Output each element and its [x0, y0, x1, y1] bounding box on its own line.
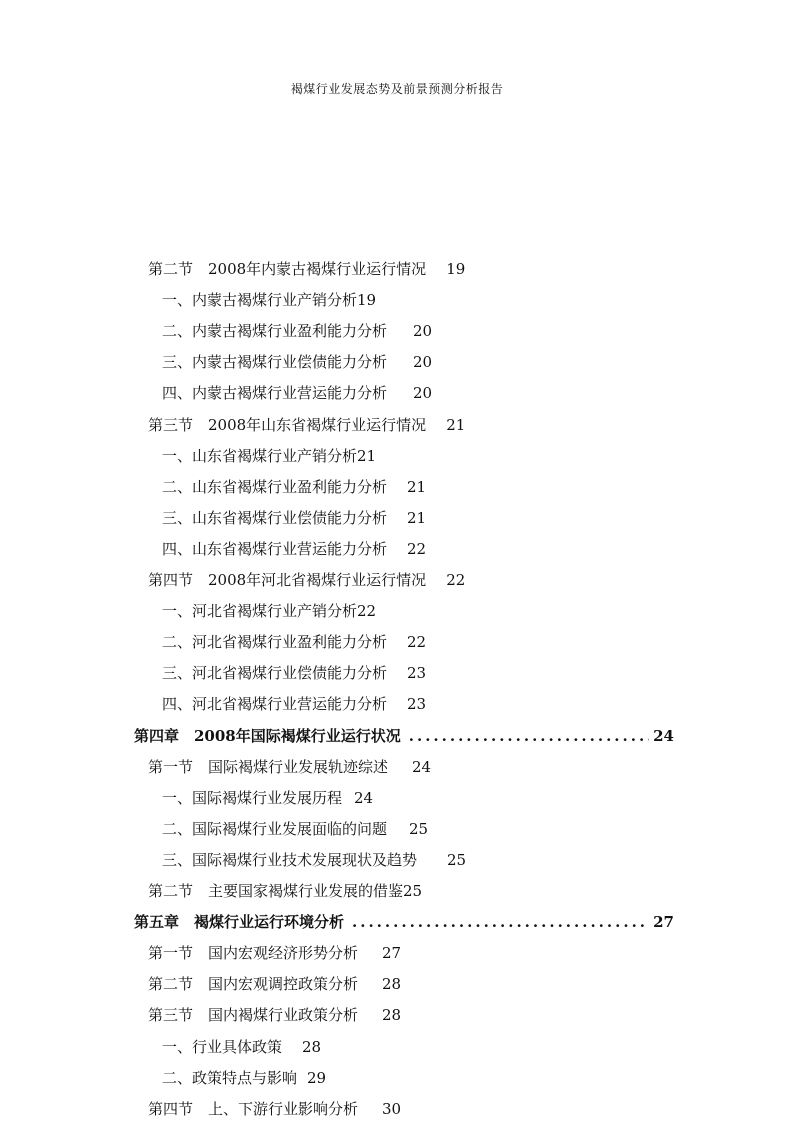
toc-entry-label: 第二节 国内宏观调控政策分析 [148, 975, 359, 993]
toc-chapter-label: 第五章 褐煤行业运行环境分析 [134, 913, 345, 931]
toc-page-number: 21 [407, 478, 427, 496]
toc-entry-label: 三、内蒙古褐煤行业偿债能力分析 [162, 353, 388, 371]
toc-entry-label: 二、国际褐煤行业发展面临的问题 [162, 820, 388, 838]
toc-entry-label: 二、政策特点与影响 [162, 1069, 298, 1087]
toc-page-number: 25 [447, 851, 467, 869]
toc-chapter-entry[interactable] [134, 911, 674, 933]
toc-entry-label: 第四节 上、下游行业影响分析 [148, 1100, 359, 1118]
toc-subsection-entry[interactable] [162, 1067, 326, 1089]
toc-entry-label: 二、山东省褐煤行业盈利能力分析 [162, 478, 388, 496]
toc-entry-label: 第三节 2008年山东省褐煤行业运行情况 [148, 416, 427, 434]
toc-subsection-entry[interactable] [162, 320, 432, 342]
toc-page-number: 27 [382, 944, 402, 962]
toc-entry-label: 四、内蒙古褐煤行业营运能力分析 [162, 384, 388, 402]
toc-entry-label: 三、山东省褐煤行业偿债能力分析 [162, 509, 388, 527]
toc-page-number: 28 [302, 1038, 322, 1056]
toc-section-entry[interactable] [148, 1098, 401, 1120]
toc-subsection-entry[interactable] [162, 507, 426, 529]
toc-page-number: 19 [357, 291, 377, 309]
toc-entry-label: 四、河北省褐煤行业营运能力分析 [162, 695, 388, 713]
toc-entry-label: 三、河北省褐煤行业偿债能力分析 [162, 664, 388, 682]
toc-entry-label: 一、国际褐煤行业发展历程 [162, 789, 343, 807]
toc-page-number: 23 [407, 664, 427, 682]
toc-page-number: 29 [307, 1069, 327, 1087]
toc-subsection-entry[interactable] [162, 662, 426, 684]
toc-leader-dots [352, 911, 649, 933]
toc-entry-label: 二、内蒙古褐煤行业盈利能力分析 [162, 322, 388, 340]
toc-page-number: 22 [357, 602, 377, 620]
toc-section-entry[interactable] [148, 973, 401, 995]
toc-subsection-entry[interactable] [162, 693, 426, 715]
toc-entry-label: 第一节 国内宏观经济形势分析 [148, 944, 359, 962]
toc-chapter-label: 第四章 2008年国际褐煤行业运行状况 [134, 727, 401, 745]
toc-subsection-entry[interactable] [162, 476, 426, 498]
toc-subsection-entry[interactable] [162, 351, 432, 373]
toc-page-number: 19 [446, 260, 466, 278]
toc-section-entry[interactable] [148, 942, 401, 964]
toc-page-number: 20 [413, 353, 433, 371]
toc-page-number: 21 [446, 416, 466, 434]
toc-entry-label: 三、国际褐煤行业技术发展现状及趋势 [162, 851, 418, 869]
toc-subsection-entry[interactable] [162, 849, 466, 871]
toc-chapter-entry[interactable] [134, 725, 674, 747]
toc-entry-label: 第二节 主要国家褐煤行业发展的借鉴 [148, 882, 404, 900]
toc-entry-label: 一、行业具体政策 [162, 1038, 283, 1056]
toc-page-number: 22 [407, 540, 427, 558]
toc-page-number: 20 [413, 384, 433, 402]
toc-page-number: 20 [413, 322, 433, 340]
toc-page-number: 21 [407, 509, 427, 527]
toc-page-number: 24 [412, 758, 432, 776]
toc-subsection-entry[interactable] [162, 1036, 321, 1058]
toc-page-number: 25 [403, 882, 423, 900]
toc-leader-dots [409, 725, 649, 747]
toc-page-number: 30 [382, 1100, 402, 1118]
toc-subsection-entry[interactable] [162, 631, 426, 653]
toc-entry-label: 一、河北省褐煤行业产销分析 [162, 602, 358, 620]
toc-page-number: 23 [407, 695, 427, 713]
toc-subsection-entry[interactable] [162, 445, 376, 467]
toc-subsection-entry[interactable] [162, 600, 376, 622]
toc-page-number: 25 [409, 820, 429, 838]
toc-page-number: 22 [407, 633, 427, 651]
toc-entry-label: 四、山东省褐煤行业营运能力分析 [162, 540, 388, 558]
page-header: 褐煤行业发展态势及前景预测分析报告 [290, 82, 504, 96]
toc-entry-label: 一、内蒙古褐煤行业产销分析 [162, 291, 358, 309]
toc-page-number: 28 [382, 975, 402, 993]
toc-section-entry[interactable] [148, 880, 422, 902]
toc-section-entry[interactable] [148, 414, 465, 436]
toc-page-number: 21 [357, 447, 377, 465]
toc-section-entry[interactable] [148, 258, 465, 280]
toc-entry-label: 一、山东省褐煤行业产销分析 [162, 447, 358, 465]
toc-section-entry[interactable] [148, 1004, 401, 1026]
toc-page-number: 22 [446, 571, 466, 589]
toc-page-number: 27 [653, 913, 674, 931]
toc-entry-label: 第三节 国内褐煤行业政策分析 [148, 1006, 359, 1024]
toc-section-entry[interactable] [148, 756, 431, 778]
toc-section-entry[interactable] [148, 569, 465, 591]
toc-page-number: 24 [354, 789, 374, 807]
toc-entry-label: 第一节 国际褐煤行业发展轨迹综述 [148, 758, 389, 776]
toc-entry-label: 二、河北省褐煤行业盈利能力分析 [162, 633, 388, 651]
toc-entry-label: 第二节 2008年内蒙古褐煤行业运行情况 [148, 260, 427, 278]
toc-page-number: 24 [653, 727, 674, 745]
toc-subsection-entry[interactable] [162, 787, 373, 809]
toc-subsection-entry[interactable] [162, 289, 376, 311]
toc-page-number: 28 [382, 1006, 402, 1024]
toc-entry-label: 第四节 2008年河北省褐煤行业运行情况 [148, 571, 427, 589]
toc-subsection-entry[interactable] [162, 818, 428, 840]
toc-subsection-entry[interactable] [162, 538, 426, 560]
toc-subsection-entry[interactable] [162, 382, 432, 404]
